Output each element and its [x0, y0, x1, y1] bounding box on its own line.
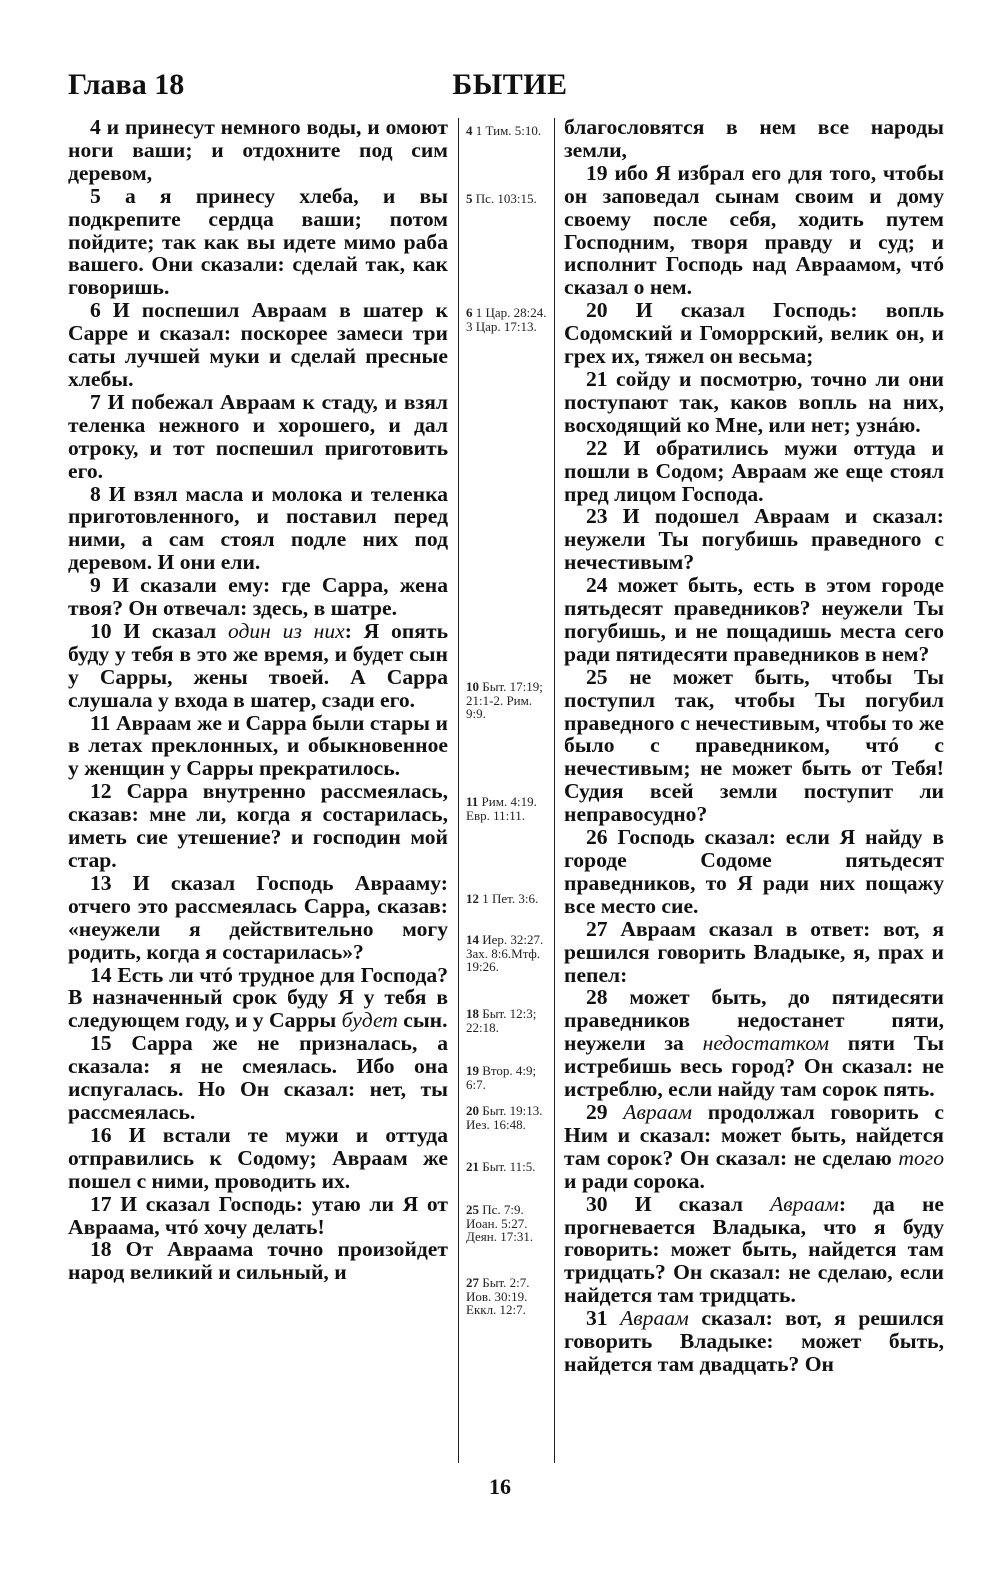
verse-11 — [68, 712, 448, 781]
chapter-heading: Глава 18 — [68, 68, 185, 101]
verse-text: и принесут немного воды, и омоют ноги ваши; и отдохните под сим деревом, — [68, 115, 448, 185]
cross-ref: 4 1 Тим. 5:10. — [466, 123, 542, 138]
verse-8 — [68, 483, 448, 575]
verse-text: ибо Я избрал его для того, чтобы он заповедал сынам своим и дому своему после себя, ходить путем Господним, творя правду и суд; и исполнит Господь над Авраамом, чтó сказал о нем. — [564, 160, 944, 300]
verse-text: а я принесу хлеба, и вы подкрепите сердца ваши; потом пойдите; так как вы идете мимо раба вашего. Они сказали: сделай так, как говоришь. — [68, 183, 448, 300]
verse-number: 12 — [90, 779, 112, 804]
verse-italic: Авраам — [770, 1191, 839, 1216]
verse-number: 26 — [586, 825, 608, 850]
verse-text: : да не прогневается Владыка, что я буду говорить: может быть, найдется там тридцать? Он сказал: не сделаю, если найдется там тридцать. — [564, 1191, 945, 1308]
cross-ref: 21 Быт. 11:5. — [466, 1159, 536, 1174]
verse-text: Авраам же и Сарра были стары и в летах преклонных, и обыкновенное у женщин у Сарры прекратилось. — [68, 710, 449, 781]
verse-number: 19 — [586, 160, 608, 185]
verse-number: 13 — [90, 870, 112, 895]
verse-28 — [564, 986, 944, 1101]
verse-italic: недостатком — [702, 1031, 829, 1056]
verse-13 — [68, 872, 448, 964]
verse-number: 6 — [90, 298, 101, 323]
verse-16 — [68, 1124, 448, 1193]
verse-number: 29 — [586, 1099, 608, 1124]
verse-25 — [564, 666, 944, 826]
verse-text: Господь сказал: если Я найду в городе Содоме пятьдесят праведников, то Я ради них пощажу все место сие. — [564, 825, 944, 918]
verse-text: пяти Ты истребишь весь город? Он сказал: не истреблю, если найду там сорок пять. — [564, 1031, 944, 1102]
verse-26 — [564, 826, 944, 918]
cross-ref: 19 Втор. 4:9; 6:7. — [466, 1063, 537, 1092]
verse-text: И подошел Авраам и сказал: неужели Ты погубишь праведного с нечестивым? — [564, 504, 944, 575]
verse-10 — [68, 620, 448, 712]
verse-text: Сарра же не призналась, а сказала: я не смеялась. Ибо она испугалась. Но Он сказал: нет, ты рассмеялась. — [68, 1031, 448, 1124]
cross-ref: 10 Быт. 17:19; 21:1-2. Рим. 9:9. — [466, 679, 543, 722]
verse-27 — [564, 918, 944, 987]
cross-ref: 20 Быт. 19:13. Иез. 16:48. — [466, 1103, 543, 1132]
cross-ref: 14 Иер. 32:27. Зах. 8:6.Мтф. 19:26. — [466, 932, 544, 975]
verse-5 — [68, 185, 448, 300]
verse-italic: того — [898, 1145, 944, 1170]
verse-number: 31 — [586, 1306, 608, 1331]
verse-24 — [564, 574, 944, 666]
verse-text: От Авраама точно произойдет народ великий и сильный, и — [68, 1237, 448, 1285]
verse-23 — [564, 505, 944, 574]
verse-text: И сказали ему: где Сарра, жена твоя? Он отвечал: здесь, в шатре. — [68, 573, 448, 621]
cross-ref: 6 1 Цар. 28:24. 3 Цар. 17:13. — [466, 305, 547, 334]
verse-italic: будет — [341, 1008, 398, 1033]
verse-text: может быть, есть в этом городе пятьдесят праведников? неужели Ты погубишь, и не пощадишь места сего ради пятидесяти праведников в нем? — [564, 573, 944, 666]
verse-number: 20 — [586, 298, 608, 323]
verse-number: 14 — [90, 962, 112, 987]
verse-text: и ради сорока. — [564, 1168, 705, 1193]
verse-number: 30 — [586, 1191, 608, 1216]
verse-text: И встали те мужи и оттуда отправились к Содому; Авраам же пошел с ними, проводить их. — [68, 1122, 448, 1193]
verse-31 — [564, 1307, 944, 1376]
verse-number: 27 — [586, 916, 608, 941]
verse-text: не может быть, чтобы Ты поступил так, чтобы Ты погубил праведного с нечестивым, чтобы то же было с праведником, чтó с нечестивым; не может быть от Тебя! Судия всей земли поступит ли неправосудно? — [564, 664, 945, 827]
verse-text: И обратились мужи оттуда и пошли в Содом; Авраам же еще стоял пред лицом Господа. — [564, 435, 944, 506]
verse-4 — [68, 116, 448, 185]
verse-7 — [68, 391, 448, 483]
cross-ref: 11 Рим. 4:19. Евр. 11:11. — [466, 794, 537, 823]
verse-18-continued — [564, 116, 944, 162]
verse-number: 9 — [90, 573, 101, 598]
column-divider-left — [458, 118, 459, 1463]
verse-number: 5 — [90, 183, 101, 208]
cross-ref: 12 1 Пет. 3:6. — [466, 891, 539, 906]
verse-text: И сказал — [634, 1191, 771, 1216]
verse-text: может быть, до пятидесяти праведников недостанет пяти, неужели за — [564, 985, 944, 1056]
verse-number: 17 — [90, 1191, 112, 1216]
verse-number: 21 — [586, 366, 608, 391]
verse-6 — [68, 299, 448, 391]
book-title: БЫТИЕ — [452, 68, 568, 101]
cross-ref: 27 Быт. 2:7. Иов. 30:19. Еккл. 12:7. — [466, 1275, 530, 1318]
verse-number: 22 — [586, 435, 608, 460]
verse-text: продолжал говорить с Ним и сказал: может быть, найдется там сорок? Он сказал: не сделаю — [564, 1099, 944, 1170]
verse-30 — [564, 1193, 944, 1308]
verse-number: 25 — [586, 664, 608, 689]
cross-ref: 25 Пс. 7:9. Иоан. 5:27. Деян. 17:31. — [466, 1202, 534, 1245]
verse-italic: Авраам — [620, 1306, 689, 1331]
verse-text: Сарра внутренно рассмеялась, сказав: мне ли, когда я состарилась, иметь сие утешение? и господин мой стар. — [68, 779, 448, 872]
verse-19 — [564, 162, 944, 299]
verse-italic: один из них — [227, 618, 345, 643]
verse-text: сказал: вот, я решился говорить Владыке: может быть, найдется там двадцать? Он — [564, 1306, 944, 1376]
verse-17 — [68, 1193, 448, 1239]
verse-text: И поспешил Авраам в шатер к Сарре и сказал: поскорее замеси три саты лучшей муки и сделай пресные хлебы. — [68, 298, 448, 391]
verse-14 — [68, 964, 448, 1033]
verse-number: 16 — [90, 1122, 112, 1147]
verse-text: И сказал — [123, 618, 228, 643]
verse-number: 4 — [90, 115, 101, 139]
verse-number: 11 — [90, 710, 111, 735]
verse-21 — [564, 368, 944, 437]
verse-number: 15 — [90, 1031, 112, 1056]
page-number: 16 — [489, 1474, 511, 1499]
verse-number: 7 — [90, 389, 101, 414]
verse-text: Авраам сказал в ответ: вот, я решился говорить Владыке, я, прах и пепел: — [564, 916, 944, 987]
verse-text: сойду и посмотрю, точно ли они поступают так, каков вопль на них, восходящий ко Мне, или нет; узнáю. — [564, 366, 944, 437]
cross-reference-margin — [460, 0, 553, 1581]
verse-number: 8 — [90, 481, 101, 506]
verse-number: 24 — [586, 573, 608, 598]
verse-italic: Авраам — [623, 1099, 693, 1124]
verse-number: 18 — [90, 1237, 112, 1262]
verse-29 — [564, 1101, 944, 1193]
cross-ref: 5 Пс. 103:15. — [466, 191, 537, 206]
verse-number: 28 — [586, 985, 608, 1010]
verse-text: : Я опять буду у тебя в это же время, и будет сын у Сарры, жены твоей. А Сарра слушала у входа в шатер, сзади его. — [68, 618, 448, 712]
verse-text: И взял масла и молока и теленка приготовленного, и поставил перед ними, а сам стоял подле них под деревом. И они ели. — [68, 481, 448, 575]
verse-22 — [564, 437, 944, 506]
verse-text: И сказал Господь Аврааму: отчего это рассмеялась Сарра, сказав: «неужели я действительно могу родить, когда я состарилась»? — [68, 870, 448, 964]
text-column-left — [68, 116, 448, 1284]
verse-text: Есть ли чтó трудное для Господа? В назначенный срок буду Я у тебя в следующем году, и у Сарры — [68, 962, 448, 1033]
verse-15 — [68, 1032, 448, 1124]
column-divider-right — [554, 118, 555, 1463]
verse-text: благословятся в нем все народы земли, — [564, 115, 944, 162]
verse-text: сын. — [397, 1008, 448, 1033]
verse-9 — [68, 574, 448, 620]
verse-text: И побежал Авраам к стаду, и взял теленка нежного и хорошего, и дал отроку, и тот поспешил приготовить его. — [68, 389, 449, 483]
text-column-right — [564, 116, 944, 1376]
verse-number: 23 — [586, 504, 608, 529]
verse-12 — [68, 780, 448, 872]
verse-18 — [68, 1238, 448, 1284]
cross-ref: 18 Быт. 12:3; 22:18. — [466, 1006, 537, 1035]
verse-text: И сказал Господь: вопль Содомский и Гоморрский, велик он, и грех их, тяжел он весьма; — [564, 298, 944, 369]
verse-text: И сказал Господь: утаю ли Я от Авраама, чтó хочу делать! — [68, 1191, 448, 1239]
verse-number: 10 — [90, 618, 112, 643]
verse-20 — [564, 299, 944, 368]
